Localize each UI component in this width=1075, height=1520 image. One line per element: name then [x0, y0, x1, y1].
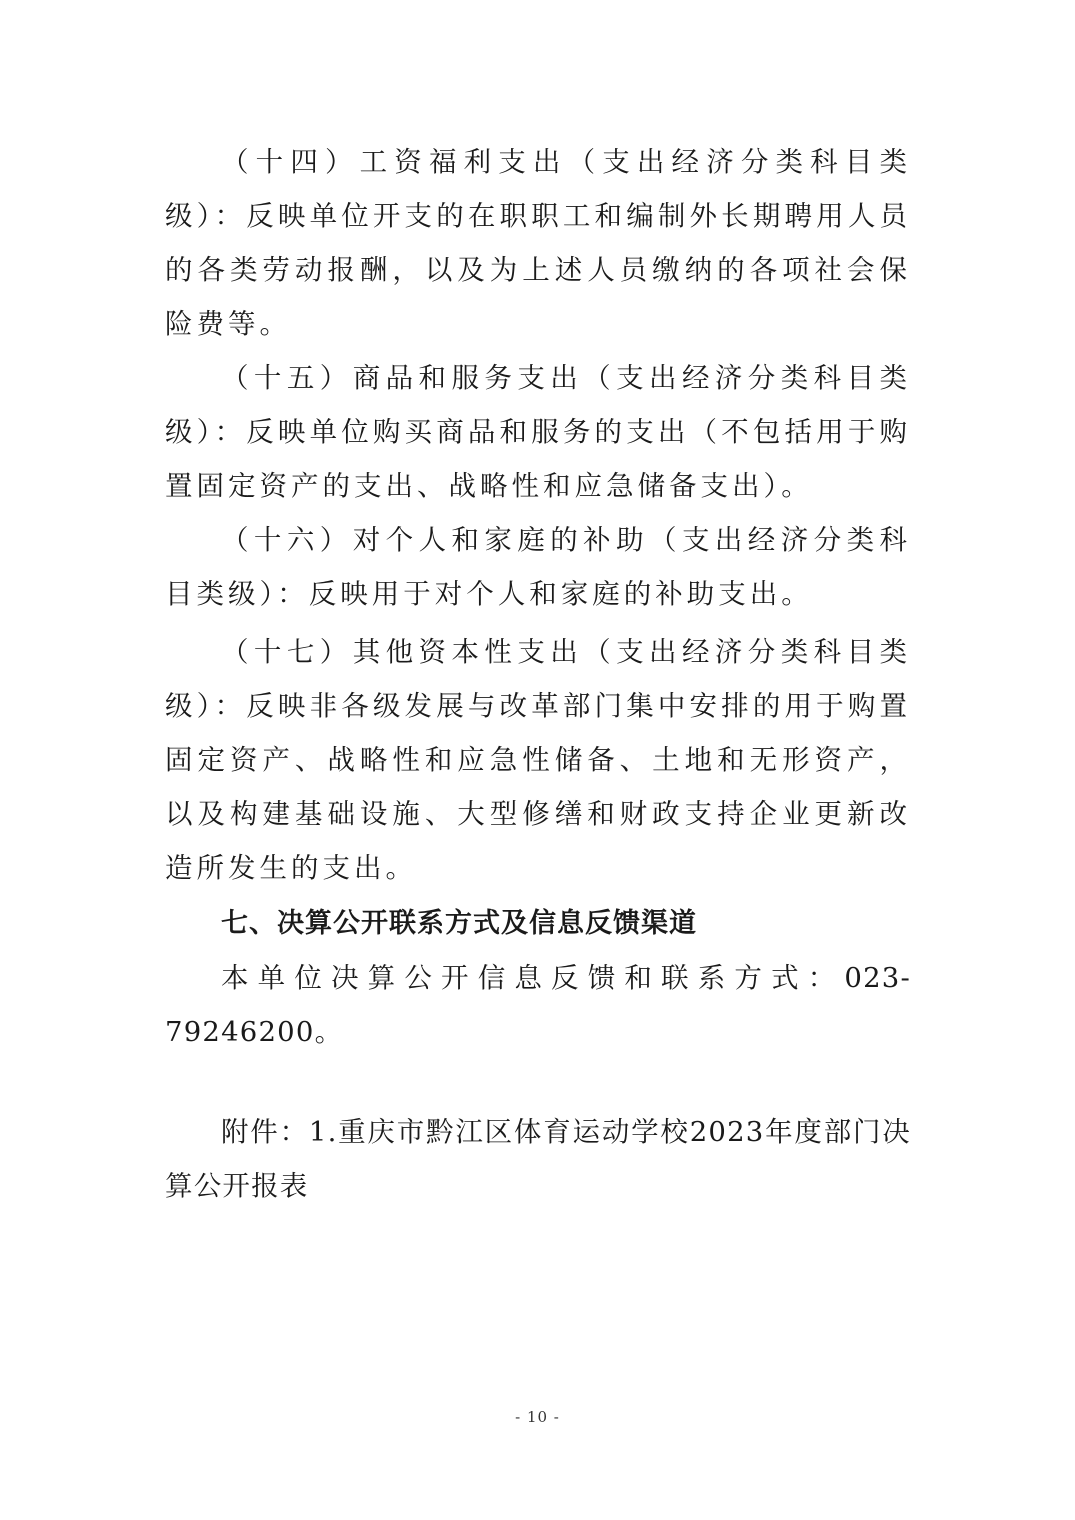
paragraph-other-capital: （十七）其他资本性支出（支出经济分类科目类级）：反映非各级发展与改革部门集中安排的用于购置固定资产、战略性和应急性储备、土地和无形资产，以及构建基础设施、大型修缮和财政支持企业更新改造所发生的支出。 — [165, 636, 911, 884]
page-number: - 10 - — [515, 1408, 560, 1426]
attachment-paragraph: 附件：1.重庆市黔江区体育运动学校2023年度部门决算公开报表 — [165, 1116, 911, 1202]
paragraph-goods-services: （十五）商品和服务支出（支出经济分类科目类级）：反映单位购买商品和服务的支出（不包括用于购置固定资产的支出、战略性和应急储备支出）。 — [165, 362, 911, 502]
paragraph-wage-welfare: （十四）工资福利支出（支出经济分类科目类级）：反映单位开支的在职职工和编制外长期聘用人员的各类劳动报酬，以及为上述人员缴纳的各项社会保险费等。 — [165, 146, 911, 340]
body-text — [165, 135, 911, 1213]
section-heading-contact: 七、决算公开联系方式及信息反馈渠道 — [221, 908, 697, 939]
contact-paragraph: 本单位决算公开信息反馈和联系方式：023-79246200。 — [165, 962, 911, 1048]
paragraph-personal-subsidy: （十六）对个人和家庭的补助（支出经济分类科目类级）：反映用于对个人和家庭的补助支出。 — [165, 524, 911, 610]
